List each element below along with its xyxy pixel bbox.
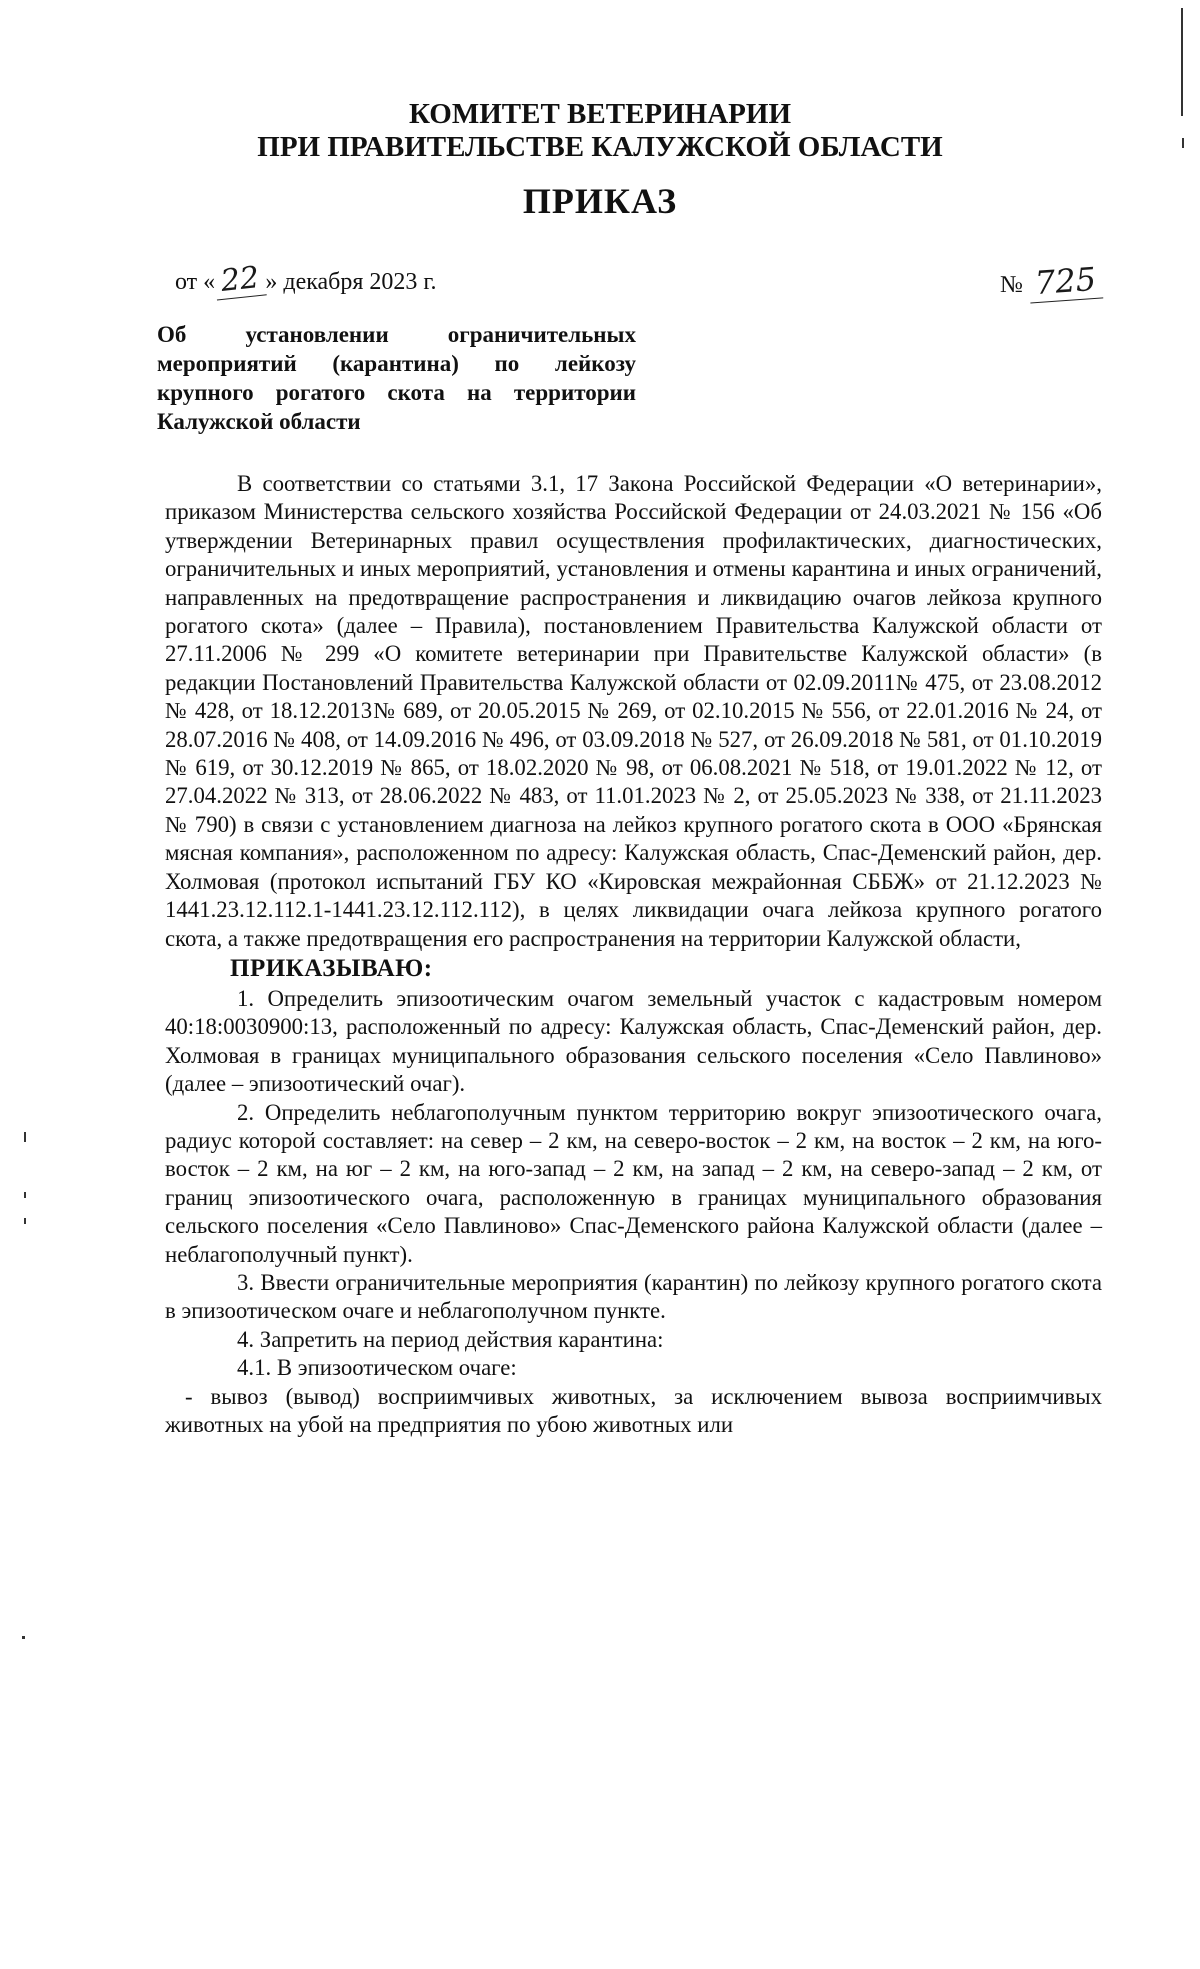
scan-edge-mark: [1182, 138, 1184, 148]
scan-dot-mark: [24, 1218, 26, 1224]
order-item-4-1: 4.1. В эпизоотическом очаге:: [237, 1355, 517, 1381]
scan-dot-mark: [22, 1636, 25, 1639]
document-title: ПРИКАЗ: [522, 181, 678, 221]
order-directive: ПРИКАЗЫВАЮ:: [230, 954, 433, 982]
order-body: [165, 470, 1102, 1439]
scan-dot-mark: [24, 1132, 26, 1142]
scan-dot-mark: [24, 1192, 26, 1198]
date-day-handwritten: 22: [213, 259, 267, 300]
date-suffix: » декабря 2023 г.: [265, 269, 437, 295]
order-item-2: 2. Определить неблагополучным пунктом территорию вокруг эпизоотического очага, радиус которой составляет: на север – 2 км, на северо-восток – 2 км, на восток – 2 км, на юго-восток – 2 км, на юг – 2 км, на юго-запад – 2 км, на запад – 2 км, на северо-запад – 2 км, от границ эпизоотического очага, расположенную в границах муниципального образования сельского поселения «Село Павлиново» Спас-Деменского района Калужской области (далее – неблагополучный пункт).: [165, 1099, 1102, 1267]
organization-name-line1: КОМИТЕТ ВЕТЕРИНАРИИ: [408, 98, 792, 130]
scan-edge-mark: [1181, 8, 1183, 116]
order-item-3: 3. Ввести ограничительные мероприятия (карантин) по лейкозу крупного рогатого скота в эпизоотическом очаге и неблагополучном пункте.: [165, 1269, 1102, 1324]
organization-name-line2: ПРИ ПРАВИТЕЛЬСТВЕ КАЛУЖСКОЙ ОБЛАСТИ: [257, 131, 943, 163]
order-item-1: 1. Определить эпизоотическим очагом земельный участок с кадастровым номером 40:18:0030900:13, расположенный по адресу: Калужская область, Спас-Деменский район, дер. Холмовая в границах муниципального образования сельского поселения «Село Павлиново» (далее – эпизоотический очаг).: [165, 985, 1102, 1097]
number-prefix: №: [1000, 272, 1023, 298]
order-subitem-dash: - вывоз (вывод) восприимчивых животных, за исключением вывоза восприимчивых животных на убой на предприятия по убою животных или: [165, 1383, 1102, 1437]
number-handwritten: 725: [1028, 259, 1104, 303]
order-number: [1000, 259, 1102, 303]
order-subject: Об установлении ограничительных мероприятий (карантина) по лейкозу крупного рогатого скота на территории Калужской области: [157, 322, 636, 434]
order-date: [175, 262, 437, 298]
preamble-paragraph: В соответствии со статьями 3.1, 17 Закона Российской Федерации «О ветеринарии», приказом Министерства сельского хозяйства Российской Федерации от 24.03.2021 № 156 «Об утверждении Ветеринарных правил осуществления профилактических, диагностических, ограничительных и иных мероприятий, установления и отмены карантина и иных ограничений, направленных на предотвращение распространения и ликвидацию очагов лейкоза крупного рогатого скота» (далее – Правила), постановлением Правительства Калужской области от 27.11.2006 № 299 «О комитете ветеринарии при Правительстве Калужской области» (в редакции Постановлений Правительства Калужской области от 02.09.2011№ 475, от 23.08.2012 № 428, от 18.12.2013№ 689, от 20.05.2015 № 269, от 02.10.2015 № 556, от 22.01.2016 № 24, от 28.07.2016 № 408, от 14.09.2016 № 496, от 03.09.2018 № 527, от 26.09.2018 № 581, от 01.10.2019 № 619, от 30.12.2019 № 865, от 18.02.2020 № 98, от 06.08.2021 № 518, от 19.01.2022 № 12, от 27.04.2022 № 313, от 28.06.2022 № 483, от 11.01.2023 № 2, от 25.05.2023 № 338, от 21.11.2023 № 790) в связи с установлением диагноза на лейкоз крупного рогатого скота в ООО «Брянская мясная компания», расположенном по адресу: Калужская область, Спас-Деменский район, дер. Холмовая (протокол испытаний ГБУ КО «Кировская межрайонная СББЖ» от 21.12.2023 № 1441.23.12.112.1-1441.23.12.112.112), в целях ликвидации очага лейкоза крупного рогатого скота, а также предотвращения его распространения на территории Калужской области,: [165, 471, 1102, 951]
date-prefix: от «: [175, 269, 216, 295]
order-item-4: 4. Запретить на период действия карантина:: [237, 1326, 664, 1352]
